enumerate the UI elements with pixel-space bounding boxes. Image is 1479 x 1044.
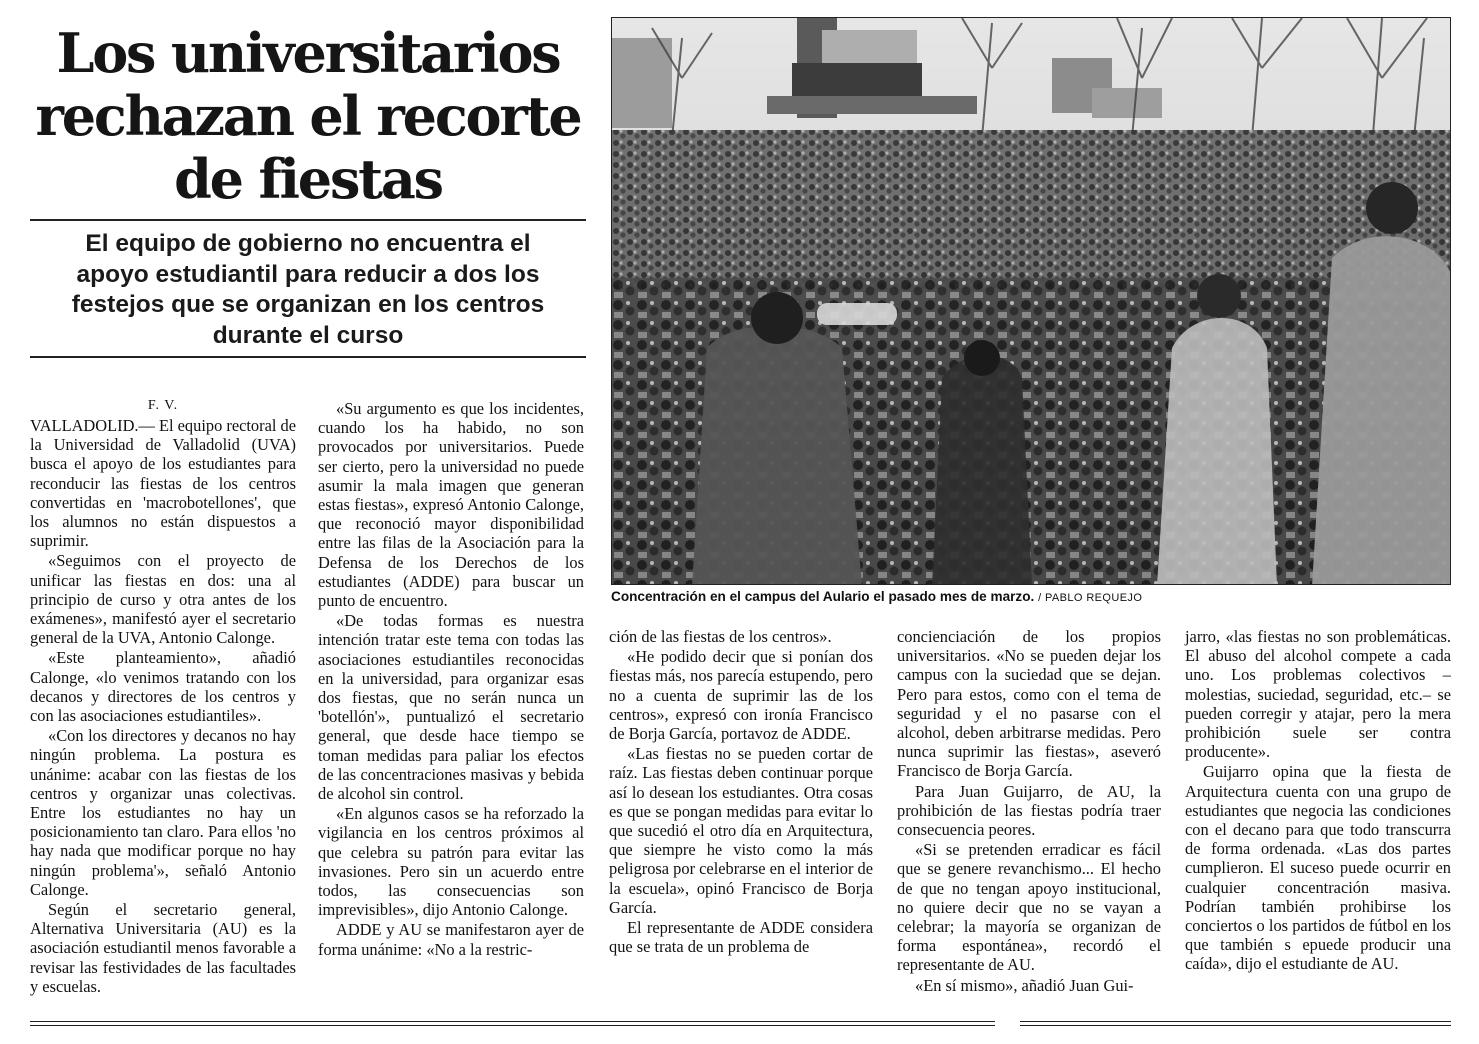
footer-rule xyxy=(1020,1025,1451,1026)
paragraph: «En algunos casos se ha reforzado la vigilancia en los centros próximos al que celebra su patrón para evitar las invasiones. Pero sin un acuerdo entre todos, las consecuencias son imprevisibles», dijo Antonio Calonge. xyxy=(318,804,584,920)
photo-credit: / PABLO REQUEJO xyxy=(1038,592,1143,604)
footer-rule xyxy=(30,1021,995,1022)
crowd-photo-icon xyxy=(612,18,1451,585)
paragraph: VALLADOLID.— El equipo rectoral de la Universidad de Valladolid (UVA) busca el apoyo de los estudiantes para reconducir las fiestas de los centros convertidas en 'macrobotellones', que los alumnos no están dispuestos a suprimir. xyxy=(30,416,296,551)
caption-text: Concentración en el campus del Aulario el pasado mes de marzo. xyxy=(611,589,1035,604)
paragraph: El representante de ADDE considera que se trata de un problema de xyxy=(609,918,873,957)
paragraph: «Su argumento es que los incidentes, cuando los ha habido, no son provocados por universitarios. Puede ser cierto, pero la universidad no puede asumir la mala imagen que generan estas fiestas», expresó Antonio Calonge, que reconoció mayor disponibilidad entre las filas de la Asociación para la Defensa de los Derechos de los estudiantes (ADDE) para buscar un punto de encuentro. xyxy=(318,399,584,611)
article-column-5 xyxy=(1185,627,1451,975)
footer-rule xyxy=(30,1025,995,1026)
paragraph: jarro, «las fiestas no son problemáticas. El abuso del alcohol compete a cada uno. Los problemas colectivos –molestias, suciedad, seguridad, etc.– se pueden corregir y atajar, pero la mera prohibición suele ser contra producente». xyxy=(1185,627,1451,762)
headline-rule xyxy=(30,219,586,221)
paragraph: Para Juan Guijarro, de AU, la prohibición de las fiestas podría traer consecuencia peores. xyxy=(897,781,1161,840)
subhead-rule xyxy=(30,356,586,358)
article-column-3 xyxy=(609,627,873,957)
paragraph: concienciación de los propios universitarios. «No se pueden dejar los campus con la suciedad que se dejan. Pero para estos, como con el tema de seguridad y el no pasarse con el alcohol, deben arbitrarse medidas. Pero nunca suprimir las fiestas», aseveró Francisco de Borja García. xyxy=(897,627,1161,781)
headline-line: rechazan el recorte xyxy=(35,84,581,148)
paragraph: «He podido decir que si ponían dos fiestas más, nos parecía estupendo, pero no a cuenta de suprimir las de los centros», expresó con ironía Francisco de Borja García, portavoz de ADDE. xyxy=(609,647,873,744)
crowd-photo xyxy=(611,17,1451,585)
paragraph: ADDE y AU se manifestaron ayer de forma unánime: «No a la restric- xyxy=(318,920,584,959)
subhead-line: durante el curso xyxy=(212,321,404,349)
paragraph: «En sí mismo», añadió Juan Gui- xyxy=(915,975,1134,995)
headline-line: de fiestas xyxy=(174,147,442,211)
headline xyxy=(30,22,586,211)
paragraph: «Las fiestas no se pueden cortar de raíz. Las fiestas deben continuar porque así lo desean los estudiantes. Otra cosas es que se pongan medidas para evitar lo que sucedió el otro día en Arquitectura, que siempre he visto como la más peligrosa por celebrarse en el interior de la escuela», opinó Francisco de Borja García. xyxy=(609,744,873,917)
headline-line: Los universitarios xyxy=(56,21,560,85)
paragraph: «Con los directores y decanos no hay ningún problema. La postura es unánime: acabar con las fiestas de los centros y organizar unas colectivas. Entre los estudiantes no hay un posicionamiento tan claro. Para ellos 'no hay nada que modificar porque no hay ningún problema'», señaló Antonio Calonge. xyxy=(30,726,296,899)
article-column-2 xyxy=(318,399,584,960)
footer-rule xyxy=(1020,1021,1451,1022)
paragraph: «Seguimos con el proyecto de unificar las fiestas en dos: una al principio de curso y otra antes de los exámenes», manifestó ayer el secretario general de la UVA, Antonio Calonge. xyxy=(30,551,296,648)
paragraph: Según el secretario general, Alternativa Universitaria (AU) es la asociación estudiantil menos favorable a revisar las festividades de las facultades y escuelas. xyxy=(30,900,296,996)
subhead-line: apoyo estudiantil para reducir a dos los xyxy=(76,260,540,288)
subhead-line: festejos que se organizan en los centros xyxy=(71,291,545,318)
byline: F. V. xyxy=(147,398,179,413)
article-column-1 xyxy=(30,416,296,997)
paragraph: Guijarro opina que la fiesta de Arquitectura cuenta con una grupo de estudiantes que negocia las condiciones con el decano para que todo transcurra de forma ordenada. «Las dos partes cumplieron. El suceso puede ocurrir en cualquier concentración masiva. Podrían también prohibirse los conciertos o los partidos de fútbol en los que también s epuede producir una caída», dijo el estudiante de AU. xyxy=(1185,762,1451,974)
paragraph: ción de las fiestas de los centros». xyxy=(609,627,832,646)
paragraph: «Este planteamiento», añadió Calonge, «lo venimos tratando con los decanos y directores de los centros y con las asociaciones estudiantiles». xyxy=(30,648,296,726)
photo-caption xyxy=(611,589,1451,604)
paragraph: «Si se pretenden erradicar es fácil que se genere revanchismo... El hecho de que no tengan apoyo institucional, no quiere decir que no se vayan a celebrar; la mayoría se organizan de forma espontánea», recordó el representante de AU. xyxy=(897,840,1161,975)
subhead-line: El equipo de gobierno no encuentra el xyxy=(85,230,531,257)
subheadline xyxy=(48,229,568,351)
article-column-4 xyxy=(897,627,1161,996)
paragraph: «De todas formas es nuestra intención tratar este tema con todas las asociaciones estudiantiles reconocidas en la universidad, para organizar esas dos fiestas, que no serán nunca un 'botellón'», puntualizó el secretario general, que desde hace tiempo se toman medidas para paliar los efectos de las concentraciones masivas y bebida de alcohol sin control. xyxy=(318,611,584,804)
